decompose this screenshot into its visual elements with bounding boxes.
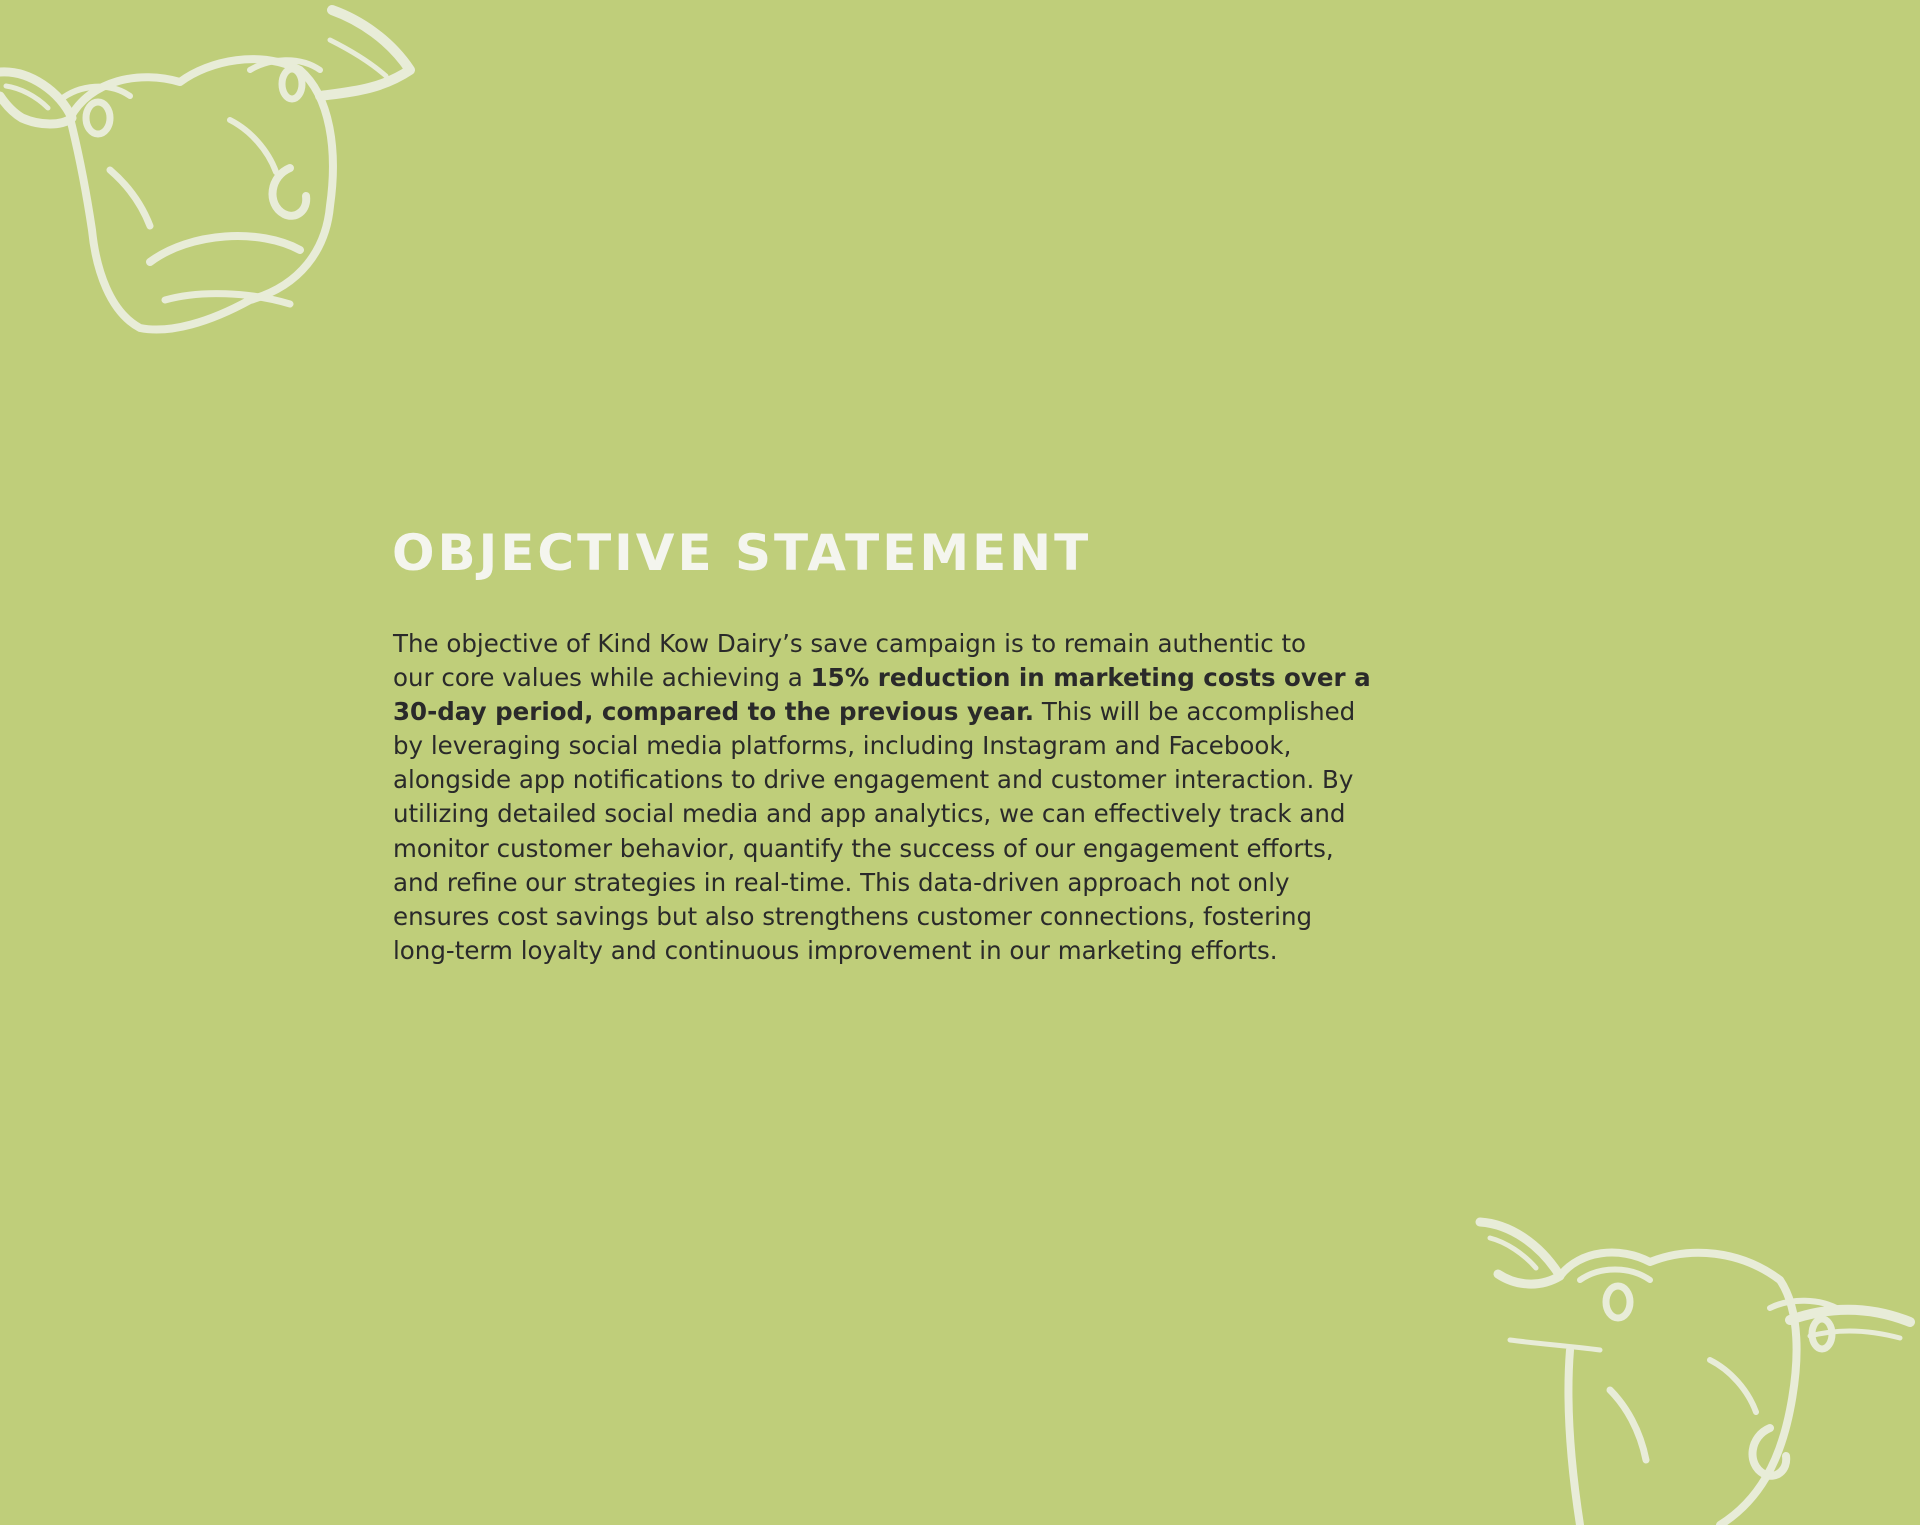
paragraph-line: [393, 729, 1503, 763]
paragraph-line: [393, 661, 1503, 695]
paragraph-line: [393, 763, 1503, 797]
paragraph-line: [393, 934, 1503, 968]
cow-head-illustration-top: [0, 0, 440, 345]
paragraph-text: This will be accomplished: [1034, 697, 1356, 727]
paragraph-text: our core values while achieving a: [393, 663, 811, 693]
highlight-text: 30-day period, compared to the previous year.: [393, 697, 1035, 727]
highlight-text: 15% reduction in marketing costs over a: [810, 663, 1371, 693]
paragraph-text: alongside app notifications to drive engagement and customer interaction. By: [393, 765, 1354, 795]
paragraph-line: [393, 695, 1503, 729]
cow-head-illustration-bottom: [1470, 1210, 1920, 1525]
paragraph-text: long-term loyalty and continuous improvement in our marketing efforts.: [393, 935, 1278, 965]
paragraph-line: [393, 627, 1503, 661]
paragraph-text: The objective of Kind Kow Dairy’s save campaign is to remain authentic to: [393, 629, 1307, 658]
paragraph-line: [393, 900, 1503, 934]
paragraph-text: utilizing detailed social media and app analytics, we can effectively track and: [393, 799, 1346, 829]
paragraph-line: [393, 866, 1503, 900]
paragraph-line: [393, 832, 1503, 866]
page-title: OBJECTIVE STATEMENT: [392, 524, 1092, 582]
paragraph-text: monitor customer behavior, quantify the success of our engagement efforts,: [393, 833, 1334, 863]
objective-paragraph: [393, 627, 1503, 968]
paragraph-line: [393, 797, 1503, 831]
paragraph-text: ensures cost savings but also strengthens customer connections, fostering: [393, 901, 1313, 931]
paragraph-text: and refine our strategies in real-time. This data-driven approach not only: [393, 867, 1290, 897]
paragraph-text: by leveraging social media platforms, including Instagram and Facebook,: [393, 731, 1292, 761]
